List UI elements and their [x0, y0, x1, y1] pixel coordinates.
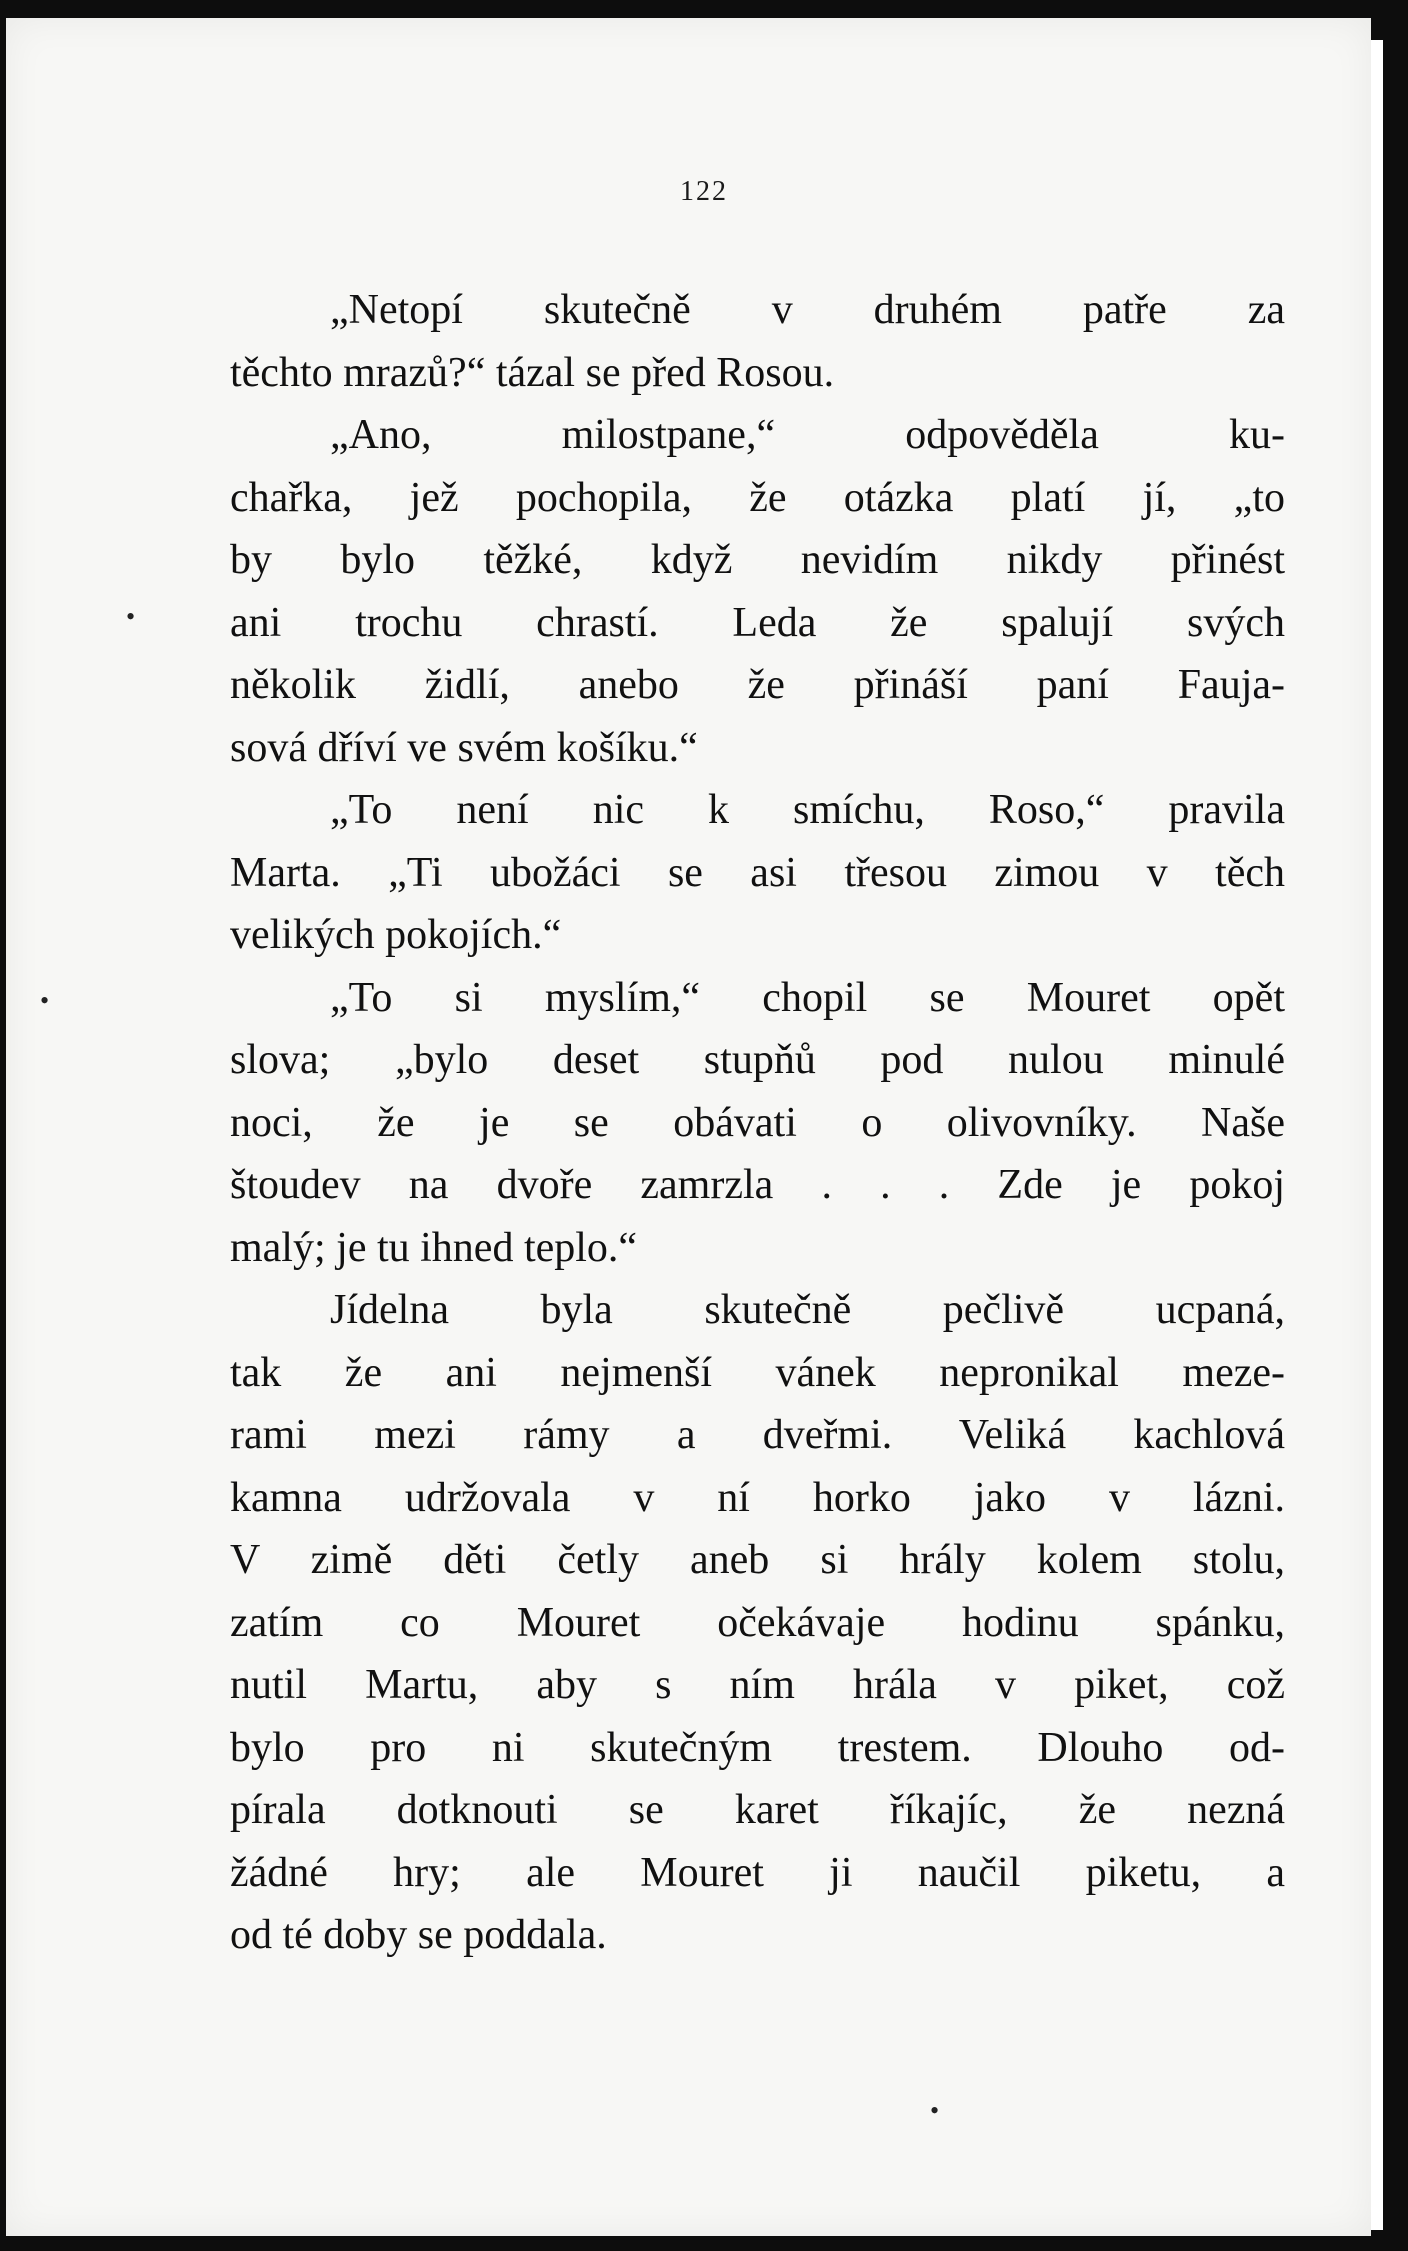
text-line: velikých pokojích.“ [230, 912, 562, 958]
text-line: sová dříví ve svém košíku.“ [230, 724, 698, 771]
text-line: „To není nic k smíchu, Roso,“ pravila [330, 787, 1285, 833]
text-line: rami mezi rámy a dveřmi. Veliká kachlová [230, 1412, 1285, 1458]
text-line: Marta. „Ti ubožáci se asi třesou zimou v těch [230, 849, 1285, 896]
text-line: „To si myslím,“ chopil se Mouret opět [330, 974, 1285, 1021]
text-line: žádné hry; ale Mouret ji naučil piketu, a [230, 1849, 1285, 1896]
text-line: od té doby se poddala. [230, 1912, 607, 1958]
text-line: ani trochu chrastí. Leda že spalují svých [230, 599, 1285, 646]
text-line: štoudev na dvoře zamrzla . . . Zde je pokoj [230, 1162, 1285, 1208]
paragraph [230, 404, 1285, 779]
text-line: „Ano, milostpane,“ odpověděla ku- [330, 412, 1285, 458]
margin-speck: • [126, 602, 136, 631]
text-line: V zimě děti četly aneb si hrály kolem stolu, [230, 1537, 1285, 1583]
text-line: nutil Martu, aby s ním hrála v piket, což [230, 1662, 1285, 1708]
text-line: těchto mrazů?“ tázal se před Rosou. [230, 349, 835, 396]
text-line: několik židlí, anebo že přináší paní Fauja- [230, 662, 1285, 708]
text-line: malý; je tu ihned teplo.“ [230, 1224, 638, 1271]
page-number: 122 [680, 176, 728, 207]
text-line: Jídelna byla skutečně pečlivě ucpaná, [330, 1287, 1285, 1333]
text-line: kamna udržovala v ní horko jako v lázni. [230, 1474, 1285, 1521]
margin-speck: • [40, 986, 50, 1015]
body-text [230, 279, 1285, 1967]
paragraph [230, 967, 1285, 1280]
paragraph [230, 279, 1285, 404]
paragraph [230, 1279, 1285, 1967]
text-line: noci, že je se obávati o olivovníky. Naše [230, 1099, 1285, 1146]
text-line: tak že ani nejmenší vánek nepronikal meze- [230, 1349, 1285, 1396]
text-line: „Netopí skutečně v druhém patře za [330, 287, 1285, 333]
text-line: slova; „bylo deset stupňů pod nulou minulé [230, 1037, 1285, 1083]
text-line: pírala dotknouti se karet říkajíc, že nezná [230, 1787, 1285, 1833]
margin-speck: • [930, 2096, 940, 2125]
text-line: by bylo těžké, když nevidím nikdy přinést [230, 537, 1285, 583]
text-line: bylo pro ni skutečným trestem. Dlouho od- [230, 1724, 1285, 1771]
page-gutter [1371, 40, 1383, 2230]
text-line: zatím co Mouret očekávaje hodinu spánku, [230, 1599, 1285, 1646]
text-line: chařka, jež pochopila, že otázka platí jí, „to [230, 474, 1285, 521]
paragraph [230, 779, 1285, 967]
